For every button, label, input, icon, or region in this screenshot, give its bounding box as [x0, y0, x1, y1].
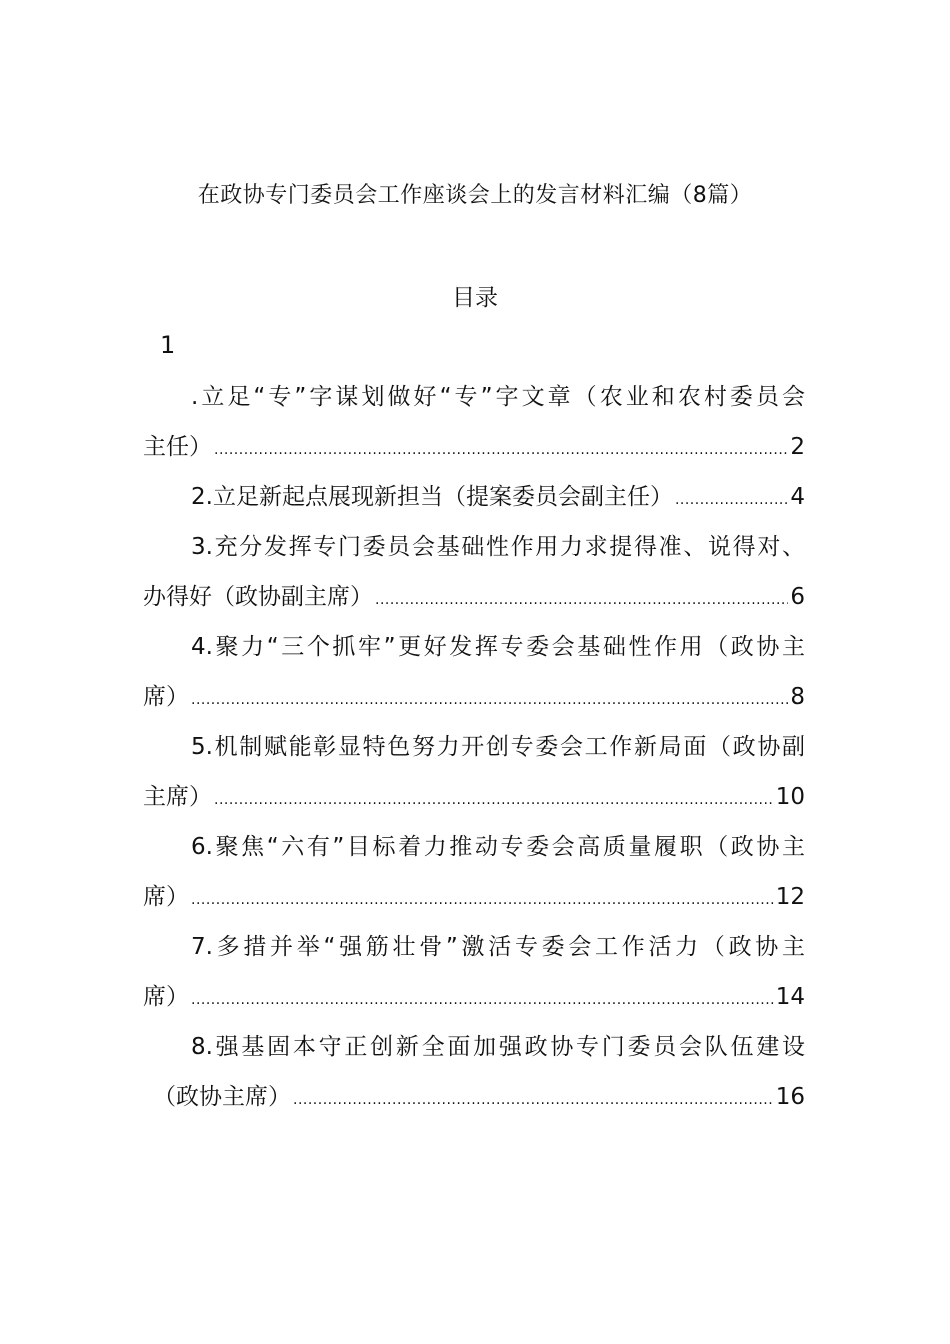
toc-entry-page: 10 [775, 784, 805, 810]
dot-leader [191, 675, 788, 722]
toc-entry-leader-line [143, 422, 805, 472]
toc-entry-title: 4.聚力“三个抓牢”更好发挥专委会基础性作用（政协主 [191, 634, 805, 660]
toc-entry-page: 14 [775, 984, 805, 1010]
toc-entry-title-continued: 主任） [143, 434, 212, 460]
toc-entry-title: 7.多措并举“强筋壮骨”激活专委会工作活力（政协主 [191, 934, 805, 960]
toc-entry-title-continued: 席） [143, 884, 189, 910]
toc-entry-page: 12 [775, 884, 805, 910]
dot-leader [375, 575, 788, 622]
dot-leader [214, 775, 774, 822]
toc-entry-title-continued: 席） [143, 684, 189, 710]
dot-leader [214, 425, 788, 472]
toc-entry-6[interactable] [143, 822, 805, 922]
toc-entry-title: 3.充分发挥专门委员会基础性作用力求提得准、说得对、 [191, 534, 805, 560]
dot-leader [191, 975, 774, 1022]
toc-entry-title: 5.机制赋能彰显特色努力开创专委会工作新局面（政协副 [191, 734, 805, 760]
toc-entry-title-continued: 办得好（政协副主席） [143, 584, 373, 610]
toc-entry-page: 6 [790, 584, 805, 610]
toc-entry-title-continued: （政协主席） [153, 1084, 291, 1110]
toc-entry-3[interactable] [143, 522, 805, 622]
toc-heading: 目录 [452, 285, 498, 311]
toc-entry-1[interactable] [143, 372, 805, 472]
toc-entry-2[interactable] [143, 472, 805, 522]
toc-entry-page: 2 [790, 434, 805, 460]
document-title: 在政协专门委员会工作座谈会上的发言材料汇编（8篇） [197, 183, 753, 208]
toc-entry-title: 6.聚焦“六有”目标着力推动专委会高质量履职（政协主 [191, 834, 805, 860]
toc-entry-leader-line [143, 872, 805, 922]
dot-leader [191, 875, 774, 922]
toc-entry-leader-line [143, 972, 805, 1022]
toc-lead-number: 1 [160, 331, 176, 359]
toc-entry-8[interactable] [143, 1022, 805, 1122]
toc-entry-page: 4 [790, 484, 805, 510]
toc-entry-leader-line [143, 1072, 805, 1122]
toc-entry-4[interactable] [143, 622, 805, 722]
toc-entry-leader-line [143, 672, 805, 722]
toc-entry-page: 8 [790, 684, 805, 710]
toc-entry-leader-line [143, 572, 805, 622]
toc-entry-title-continued: 主席） [143, 784, 212, 810]
toc-entry-title-continued: 席） [143, 984, 189, 1010]
toc-entry-leader-line [143, 472, 805, 522]
toc-entry-title: .立足“专”字谋划做好“专”字文章（农业和农村委员会 [191, 384, 805, 410]
toc-entry-leader-line [143, 772, 805, 822]
toc-entry-title: 8.强基固本守正创新全面加强政协专门委员会队伍建设 [191, 1034, 805, 1060]
toc-entry-page: 16 [775, 1084, 805, 1110]
toc-entry-7[interactable] [143, 922, 805, 1022]
toc-entry-title: 2.立足新起点展现新担当（提案委员会副主任） [191, 484, 673, 510]
dot-leader [675, 475, 788, 522]
dot-leader [293, 1075, 774, 1122]
toc-entry-5[interactable] [143, 722, 805, 822]
toc-list [143, 372, 805, 1122]
